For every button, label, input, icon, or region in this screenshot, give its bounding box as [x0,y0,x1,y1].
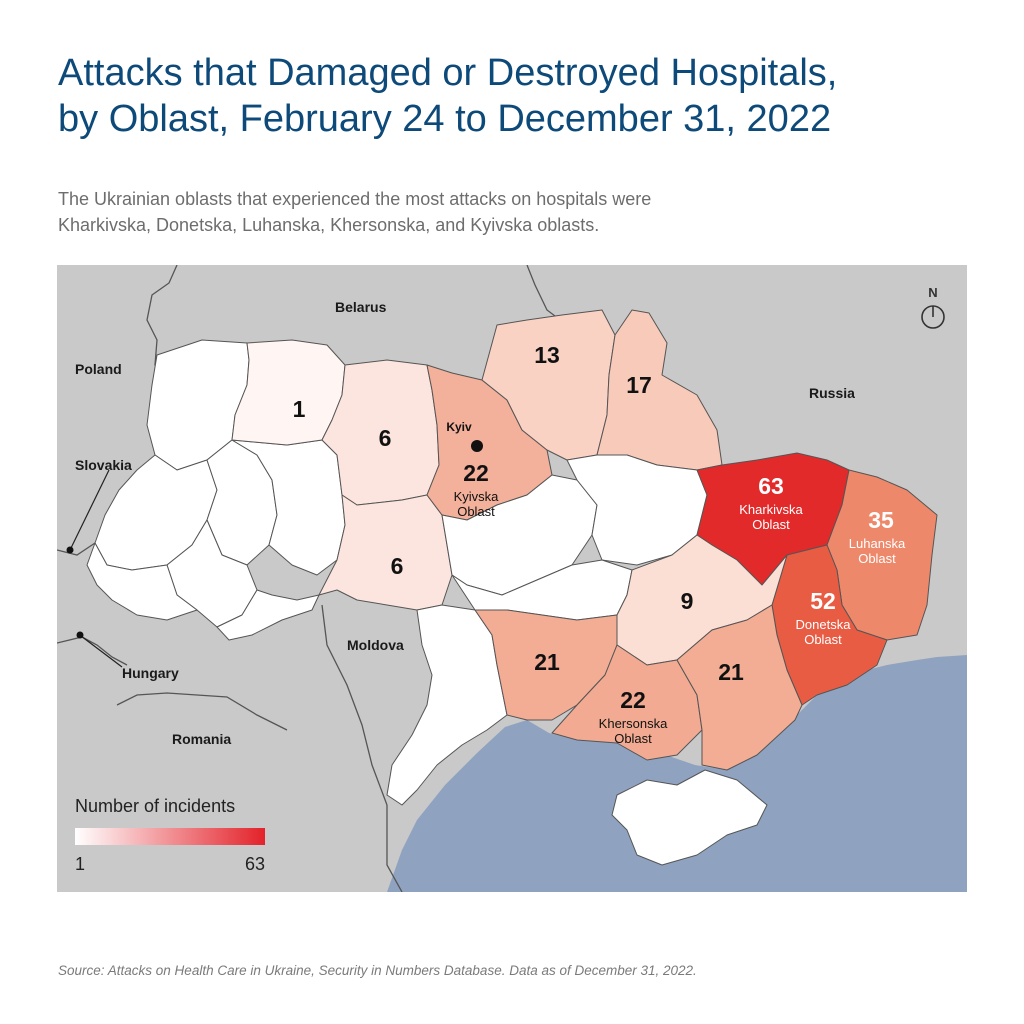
legend-max: 63 [244,854,265,874]
country-label-hungary: Hungary [122,665,179,681]
value-khersonska: 22 [620,687,646,713]
legend-gradient-bar [75,828,265,845]
label-kyivska-name: Kyivska [453,489,499,504]
label-donetska-name: Donetska [795,617,851,632]
value-chernihivska: 13 [534,342,560,368]
value-donetska: 52 [810,588,836,614]
subtitle-line-2: Kharkivska, Donetska, Luhanska, Khersonska, and Kyivska oblasts. [58,215,600,235]
region-sumska [597,310,722,470]
hungary-pointer-dot [77,632,84,639]
value-mykolaivska: 21 [534,649,560,675]
label-khersonska-suffix: Oblast [614,731,652,746]
value-zhytomyrska: 6 [378,425,392,451]
label-kyivska-suffix: Oblast [457,504,495,519]
legend [75,796,265,874]
title-line-1: Attacks that Damaged or Destroyed Hospitals, [58,52,838,94]
ukraine-map [57,265,967,892]
value-kyivska: 22 [463,460,489,486]
north-label: N [928,285,938,300]
label-khersonska-name: Khersonska [598,716,668,731]
label-luhanska-name: Luhanska [848,536,906,551]
value-sumska: 17 [626,372,652,398]
label-kharkivska-name: Kharkivska [739,502,803,517]
country-label-slovakia: Slovakia [75,457,132,473]
country-label-belarus: Belarus [335,299,387,315]
country-label-poland: Poland [75,361,122,377]
hungary-pointer [81,636,122,667]
label-luhanska-suffix: Oblast [858,551,896,566]
value-luhanska: 35 [868,507,894,533]
subtitle-line-1: The Ukrainian oblasts that experienced the most attacks on hospitals were [58,189,652,209]
kyiv-label: Kyiv [446,420,472,434]
value-zaporizka: 21 [718,659,744,685]
kyiv-dot [471,440,483,452]
slovakia-pointer-dot [67,547,74,554]
value-vinnytska: 6 [390,553,404,579]
country-label-romania: Romania [172,731,232,747]
value-dnipropetrovska: 9 [680,588,694,614]
value-volynska: 1 [292,396,306,422]
country-label-moldova: Moldova [347,637,404,653]
label-donetska-suffix: Oblast [804,632,842,647]
legend-min: 1 [75,854,86,874]
country-label-russia: Russia [809,385,855,401]
source-note: Source: Attacks on Health Care in Ukraine, Security in Numbers Database. Data as of December 31, 2022. [58,963,697,978]
chart-title [58,50,958,142]
north-arrow-icon [922,285,944,328]
chart-subtitle [58,186,958,238]
label-kharkivska-suffix: Oblast [752,517,790,532]
legend-title: Number of incidents [75,796,236,816]
map-panel [57,265,967,892]
value-kharkivska: 63 [758,473,784,499]
title-line-2: by Oblast, February 24 to December 31, 2022 [58,98,832,140]
